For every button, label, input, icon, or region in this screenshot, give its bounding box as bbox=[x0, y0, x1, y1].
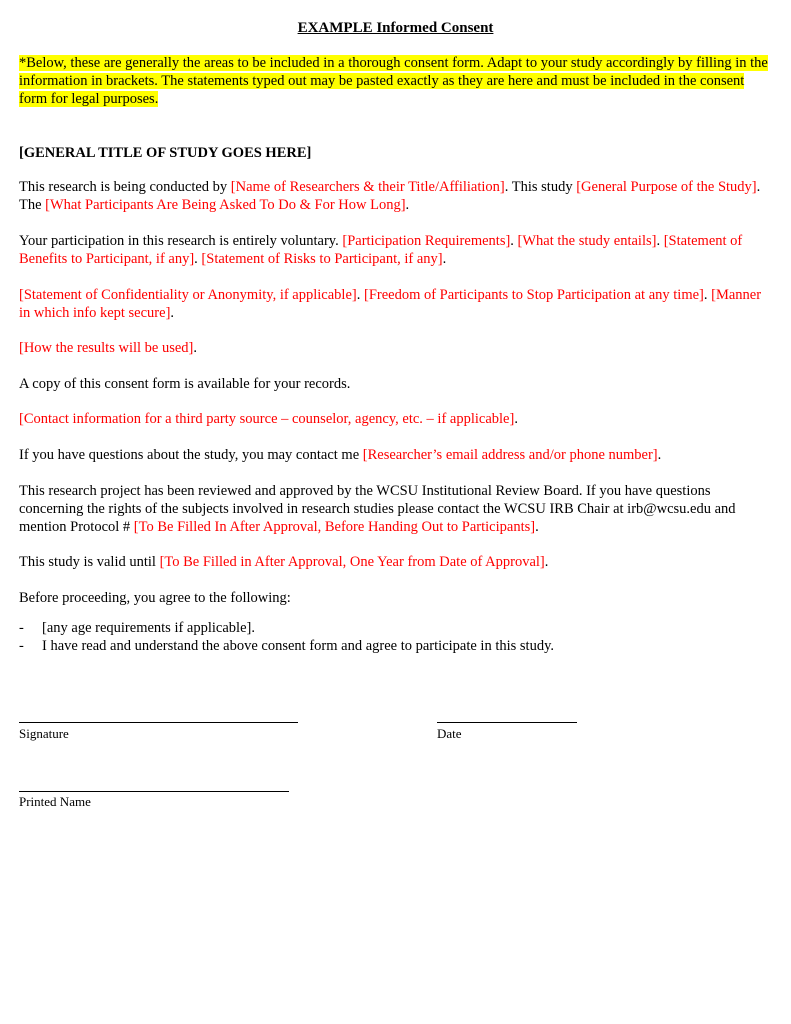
placeholder-results-use: [How the results will be used] bbox=[19, 340, 194, 356]
placeholder-participant-tasks: [What Participants Are Being Asked To Do & For How Long] bbox=[45, 197, 406, 213]
paragraph-participation bbox=[19, 232, 771, 268]
paragraph-agreement-intro: Before proceeding, you agree to the following: bbox=[19, 590, 291, 606]
paragraph-confidentiality bbox=[19, 286, 771, 322]
placeholder-purpose: [General Purpose of the Study] bbox=[576, 179, 757, 195]
placeholder-researchers: [Name of Researchers & their Title/Affiliation] bbox=[230, 179, 505, 195]
paragraph-results bbox=[19, 339, 771, 357]
placeholder-freedom-to-stop: [Freedom of Participants to Stop Participation at any time] bbox=[363, 287, 704, 303]
p2-text: . bbox=[510, 233, 518, 249]
placeholder-requirements: [Participation Requirements] bbox=[342, 233, 511, 249]
signature-label: Signature bbox=[19, 726, 69, 741]
paragraph-questions bbox=[19, 446, 771, 464]
list-item bbox=[19, 619, 771, 637]
p3-text: . bbox=[356, 287, 364, 303]
p1-text: . The bbox=[19, 179, 761, 213]
placeholder-valid-until: [To Be Filled in After Approval, One Year from Date of Approval] bbox=[159, 554, 545, 570]
p2-text: Your participation in this research is entirely voluntary. bbox=[19, 233, 343, 249]
p7-text: If you have questions about the study, you may contact me bbox=[19, 447, 363, 463]
p2-text: . bbox=[194, 251, 202, 267]
placeholder-info-security: [Manner in which info kept secure] bbox=[19, 287, 762, 321]
p9-text: . bbox=[544, 554, 549, 570]
paragraph-irb bbox=[19, 482, 771, 536]
printed-name-label: Printed Name bbox=[19, 794, 91, 809]
p1-text: This research is being conducted by bbox=[19, 179, 231, 195]
p6-text: . bbox=[514, 411, 518, 427]
paragraph-researchers bbox=[19, 178, 771, 214]
list-item-text: I have read and understand the above consent form and agree to participate in this study. bbox=[42, 638, 555, 654]
list-item bbox=[19, 637, 771, 655]
p1-text: . bbox=[405, 197, 410, 213]
list-item-text: [any age requirements if applicable]. bbox=[42, 620, 255, 636]
paragraph-copy: A copy of this consent form is available for your records. bbox=[19, 376, 351, 392]
p2-text: . bbox=[656, 233, 664, 249]
placeholder-risks: [Statement of Risks to Participant, if any] bbox=[201, 251, 443, 267]
p9-text: This study is valid until bbox=[19, 554, 160, 570]
printed-name-line[interactable] bbox=[19, 791, 289, 792]
p8-text: . bbox=[535, 519, 539, 535]
placeholder-third-party-contact: [Contact information for a third party source – counselor, agency, etc. – if applicable] bbox=[19, 411, 515, 427]
bullet-dash: - bbox=[19, 638, 24, 654]
date-label: Date bbox=[437, 726, 462, 741]
paragraph-third-party bbox=[19, 410, 771, 428]
agreement-list bbox=[19, 619, 771, 655]
p3-text: . bbox=[170, 305, 175, 321]
p2-text: . bbox=[442, 251, 447, 267]
intro-note-text: *Below, these are generally the areas to be included in a thorough consent form. Adapt to your study accordingly by filling in the information in brackets. The statements typed out may be pasted exactly as they are here and must be included in the consent form for legal purposes. bbox=[19, 55, 768, 107]
placeholder-study-entails: [What the study entails] bbox=[517, 233, 657, 249]
p7-text: . bbox=[657, 447, 662, 463]
p8-text: This research project has been reviewed and approved by the WCSU Institutional Review Board. If you have questions concerning the rights of the subjects involved in research studies please contact the WCSU IRB Chair at irb@wcsu.edu and mention Protocol # bbox=[19, 483, 736, 535]
p1-text: . This study bbox=[504, 179, 577, 195]
placeholder-protocol-number: [To Be Filled In After Approval, Before Handing Out to Participants] bbox=[133, 519, 536, 535]
study-title: [GENERAL TITLE OF STUDY GOES HERE] bbox=[19, 145, 312, 161]
signature-line[interactable] bbox=[19, 722, 298, 723]
placeholder-researcher-contact: [Researcher’s email address and/or phone number] bbox=[362, 447, 658, 463]
placeholder-benefits: [Statement of Benefits to Participant, if any] bbox=[19, 233, 743, 267]
p4-text: . bbox=[193, 340, 197, 356]
document-title: EXAMPLE Informed Consent bbox=[297, 20, 494, 36]
date-line[interactable] bbox=[437, 722, 577, 723]
intro-note bbox=[19, 54, 771, 108]
paragraph-validity bbox=[19, 553, 771, 571]
placeholder-confidentiality: [Statement of Confidentiality or Anonymity, if applicable] bbox=[19, 287, 357, 303]
bullet-dash: - bbox=[19, 620, 24, 636]
p3-text: . bbox=[703, 287, 712, 303]
